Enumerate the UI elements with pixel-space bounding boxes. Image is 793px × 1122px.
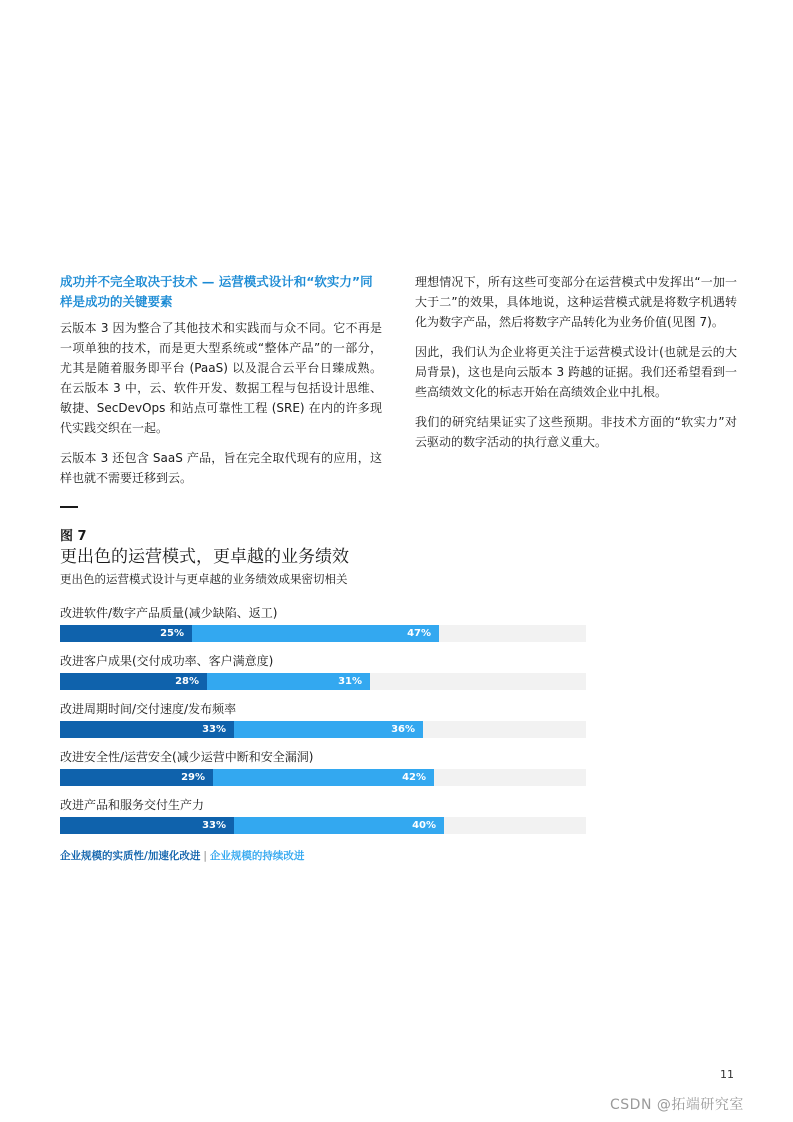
page-number: 11	[720, 1068, 734, 1081]
bar-value-label: 28%	[175, 676, 199, 687]
paragraph: 我们的研究结果证实了这些预期。非技术方面的“软实力”对云驱动的数字活动的执行意义重大。	[415, 415, 737, 449]
bar-value-label: 31%	[338, 676, 362, 687]
chart-legend	[60, 849, 304, 863]
bar-segment-substantial	[60, 673, 207, 690]
legend-separator: |	[203, 850, 207, 862]
bar-track	[60, 625, 586, 642]
bar-segment-continuous	[234, 817, 444, 834]
legend-item-continuous: 企业规模的持续改进	[209, 850, 305, 862]
bar-segment-substantial	[60, 625, 192, 642]
paragraph: 云版本 3 还包含 SaaS 产品，旨在完全取代现有的应用，这样也就不需要迁移到云。	[60, 451, 382, 485]
bar-segment-continuous	[234, 721, 423, 738]
watermark: CSDN @拓端研究室	[610, 1097, 744, 1113]
bar-value-label: 25%	[160, 628, 184, 639]
bar-segment-substantial	[60, 817, 234, 834]
bar-category-label: 改进客户成果(交付成功率、客户满意度)	[60, 654, 274, 668]
paragraph: 因此，我们认为企业将更关注于运营模式设计(也就是云的大局背景)，这也是向云版本 3 跨越的证据。我们还希望看到一些高绩效文化的标志开始在高绩效企业中扎根。	[415, 345, 737, 399]
bar-value-label: 42%	[402, 772, 426, 783]
bar-value-label: 36%	[391, 724, 415, 735]
bar-category-label: 改进软件/数字产品质量(减少缺陷、返工)	[60, 606, 278, 620]
paragraph: 云版本 3 因为整合了其他技术和实践而与众不同。它不再是一项单独的技术，而是更大型系统或“整体产品”的一部分，尤其是随着服务即平台 (PaaS) 以及混合云平台日臻成熟。在云版本 3 中，云、软件开发、数据工程与包括设计思维、敏捷、SecDevOps 和站点可靠性工程 (SRE) 在内的许多现代实践交织在一起。	[60, 321, 382, 435]
left-column	[60, 272, 382, 498]
bar-value-label: 40%	[412, 820, 436, 831]
bar-value-label: 29%	[181, 772, 205, 783]
bar-value-label: 33%	[202, 724, 226, 735]
bar-segment-continuous	[213, 769, 434, 786]
bar-track	[60, 721, 586, 738]
bar-track	[60, 769, 586, 786]
bar-track	[60, 817, 586, 834]
paragraph: 理想情况下，所有这些可变部分在运营模式中发挥出“一加一大于二”的效果，具体地说，这种运营模式就是将数字机遇转化为数字产品，然后将数字产品转化为业务价值(见图 7)。	[415, 275, 737, 329]
right-column	[415, 272, 737, 462]
bar-category-label: 改进产品和服务交付生产力	[60, 798, 205, 812]
legend-item-substantial: 企业规模的实质性/加速化改进	[60, 850, 201, 862]
bar-category-label: 改进周期时间/交付速度/发布频率	[60, 702, 237, 716]
bar-segment-substantial	[60, 769, 213, 786]
figure-label: 图 7	[60, 529, 87, 544]
bar-segment-substantial	[60, 721, 234, 738]
bar-category-label: 改进安全性/运营安全(减少运营中断和安全漏洞)	[60, 750, 314, 764]
bar-value-label: 33%	[202, 820, 226, 831]
bar-segment-continuous	[192, 625, 439, 642]
figure-subtitle: 更出色的运营模式设计与更卓越的业务绩效成果密切相关	[60, 572, 348, 586]
bar-segment-continuous	[207, 673, 370, 690]
bar-track	[60, 673, 586, 690]
bar-value-label: 47%	[407, 628, 431, 639]
section-heading: 成功并不完全取决于技术 — 运营模式设计和“软实力”同样是成功的关键要素	[60, 274, 373, 309]
figure-divider	[60, 506, 78, 508]
figure-title: 更出色的运营模式，更卓越的业务绩效	[60, 547, 349, 567]
